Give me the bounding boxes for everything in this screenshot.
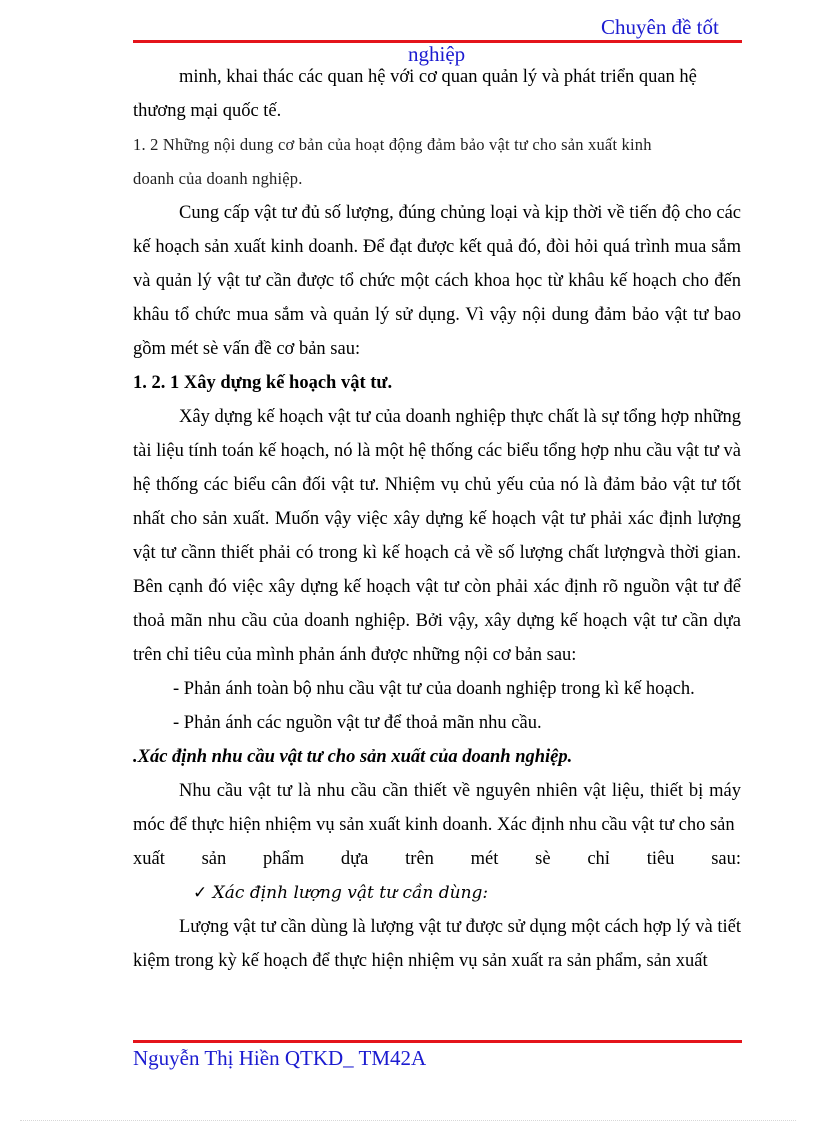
word: chỉ bbox=[587, 849, 610, 869]
sub-heading: .Xác định nhu cầu vật tư cho sản xuất của doanh nghiệp. bbox=[133, 747, 573, 767]
word: sè bbox=[535, 849, 551, 869]
section-heading-1-2-line-1: 1. 2 Những nội dung cơ bản của hoạt động đảm bảo vật tư cho sản xuất kinh bbox=[133, 135, 652, 154]
word: xuất bbox=[133, 849, 165, 869]
checklist-item bbox=[133, 876, 741, 910]
page-edge-dotted-line bbox=[20, 1120, 796, 1122]
bullet-item-1: - Phản ánh toàn bộ nhu cầu vật tư của doanh nghiệp trong kì kế hoạch. bbox=[173, 679, 695, 699]
checkmark-icon: ✓ bbox=[193, 883, 208, 903]
header-title-continuation: nghiệp bbox=[408, 42, 466, 66]
word: tiêu bbox=[646, 849, 675, 869]
section-heading-1-2-line-2: doanh của doanh nghiệp. bbox=[133, 169, 303, 188]
document-body bbox=[133, 60, 741, 978]
paragraph-4-last-line bbox=[133, 842, 741, 876]
bullet-item-2: - Phản ánh các nguồn vật tư để thoả mãn nhu cầu. bbox=[173, 713, 542, 733]
paragraph-2: Cung cấp vật tư đủ số lượng, đúng chủng loại và kịp thời về tiến độ cho các kế hoạch sản xuất kinh doanh. Để đạt được kết quả đó, đòi hỏi quá trình mua sắm và quản lý vật tư cần được tổ chức một cách khoa học từ khâu kế hoạch cho đến khâu tổ chức mua sắm và quản lý sử dụng. Vì vậy nội dung đảm bảo vật tư bao gồm mét sè vấn đề cơ bản sau: bbox=[133, 203, 741, 359]
checklist-item-label: Xác định lượng vật tư cần dùng: bbox=[212, 883, 489, 903]
paragraph-4: Nhu cầu vật tư là nhu cầu cần thiết về nguyên nhiên vật liệu, thiết bị máy móc để thực hiện nhiệm vụ sản xuất kinh doanh. Xác định nhu cầu vật tư cho sản bbox=[133, 781, 741, 835]
paragraph-3: Xây dựng kế hoạch vật tư của doanh nghiệp thực chất là sự tổng hợp những tài liệu tính toán kế hoạch, nó là một hệ thống các biểu tổng hợp nhu cầu vật tư và hệ thống các biểu cân đối vật tư. Nhiệm vụ chủ yếu của nó là đảm bảo vật tư tốt nhất cho sản xuất. Muốn vậy việc xây dựng kế hoạch vật tư phải xác định lượng vật tư cầnn thiết phải có trong kì kế hoạch cả về số lượng chất lượngvà thời gian. Bên cạnh đó việc xây dựng kế hoạch vật tư còn phải xác định rõ nguồn vật tư để thoả mãn nhu cầu của doanh nghiệp. Bởi vậy, xây dựng kế hoạch vật tư cần dựa trên chỉ tiêu của mình phản ánh được những nội cơ bản sau: bbox=[133, 407, 741, 665]
word: trên bbox=[405, 849, 434, 869]
header-title: Chuyên đề tốt bbox=[601, 15, 719, 39]
paragraph-1-line-1: minh, khai thác các quan hệ với cơ quan quản lý và phát triển quan hệ bbox=[179, 67, 697, 87]
footer-author: Nguyễn Thị Hiền QTKD_ TM42A bbox=[133, 1046, 427, 1070]
word: phẩm bbox=[263, 849, 305, 869]
word: mét bbox=[470, 849, 499, 869]
word: sau: bbox=[711, 849, 741, 869]
paragraph-1-line-2: thương mại quốc tế. bbox=[133, 101, 282, 121]
footer-rule bbox=[133, 1040, 742, 1043]
word: sản bbox=[201, 849, 227, 869]
paragraph-5: Lượng vật tư cần dùng là lượng vật tư được sử dụng một cách hợp lý và tiết kiệm trong kỳ kế hoạch để thực hiện nhiệm vụ sản xuất ra sản phẩm, sản xuất bbox=[133, 917, 741, 971]
word: dựa bbox=[340, 849, 369, 869]
section-heading-1-2-1: 1. 2. 1 Xây dựng kế hoạch vật tư. bbox=[133, 373, 393, 393]
